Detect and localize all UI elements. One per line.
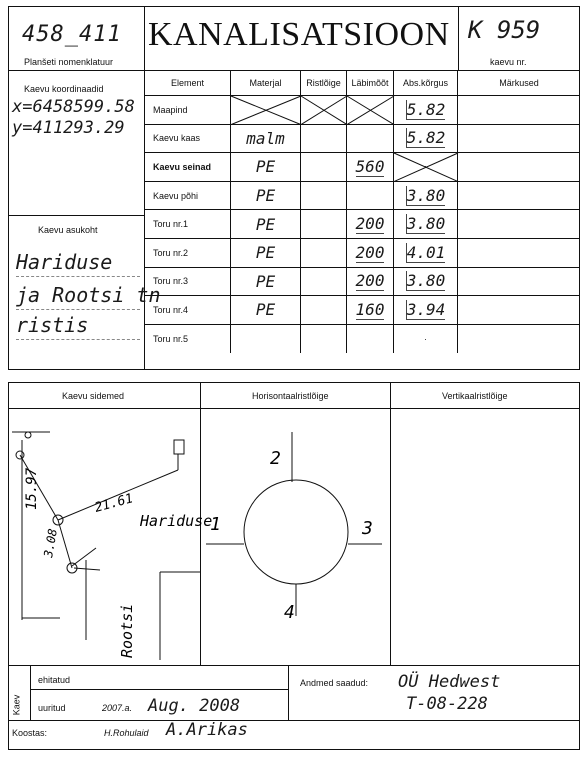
kaevu-nr-label: kaevu nr. — [490, 57, 527, 67]
coords-label: Kaevu koordinaadid — [24, 84, 104, 94]
sketch-dist-3: 3.08 — [41, 527, 60, 559]
location-line-3: ristis — [16, 313, 89, 337]
panel-sidemed-title: Kaevu sidemed — [62, 391, 125, 401]
table-value: 200 — [355, 214, 385, 234]
table-header-cell: Materjal — [231, 70, 301, 96]
panel-horisontaal-title: Horisontaalristlõige — [252, 391, 329, 401]
table-value: 3.80 — [406, 214, 446, 234]
table-row-label: Maapind — [145, 96, 231, 125]
location-label: Kaevu asukoht — [38, 225, 98, 235]
sketch-dist-1: 15.97 — [24, 467, 40, 510]
uuritud-printed: 2007.a. — [102, 703, 133, 713]
uuritud-value: Aug. 2008 — [148, 696, 241, 716]
table-value: 5.82 — [406, 99, 446, 119]
table-header-cell: Märkused — [458, 70, 580, 96]
kaev-divider — [30, 665, 31, 720]
planseti-label: Planšeti nomenklatuur — [24, 57, 114, 67]
table-row-label: Kaevu kaas — [145, 125, 231, 154]
table-row-label: Toru nr.1 — [145, 210, 231, 239]
uuritud-label: uuritud — [38, 703, 66, 713]
table-value: 5.82 — [406, 128, 446, 148]
coord-x: x=6458599.58 — [12, 97, 135, 117]
andmed-value-1: OÜ Hedwest — [398, 672, 501, 692]
table-value: 3.94 — [406, 299, 446, 319]
table-header-cell: Element — [145, 70, 231, 96]
table-value: malm — [246, 128, 285, 148]
koostas-value: A.Arikas — [166, 720, 248, 740]
table-value: PE — [255, 186, 276, 206]
table-value: 3.80 — [406, 185, 446, 205]
table-value: PE — [255, 243, 276, 263]
table-header-cell: Ristlõige — [301, 70, 347, 96]
table-header-cell: Läbimõõt — [347, 70, 394, 96]
location-line-1: Hariduse — [16, 250, 113, 274]
table-value: PE — [255, 300, 276, 320]
kaevu-nr-value: K 959 — [468, 16, 541, 44]
table-value: PE — [255, 214, 276, 234]
table-value: PE — [255, 157, 276, 177]
table-value: 200 — [355, 271, 385, 291]
koostas-printed: H.Rohulaid — [104, 728, 149, 738]
table-value: 160 — [355, 299, 385, 319]
pipe-label-2: 2 — [270, 448, 281, 469]
table-row-label: Kaevu seinad — [145, 153, 231, 182]
andmed-value-2: T-08-228 — [406, 694, 488, 714]
table-value: 200 — [355, 242, 385, 262]
location-line-2: ja Rootsi tn — [16, 283, 161, 307]
andmed-divider — [288, 665, 289, 720]
footer-bottom-line — [8, 720, 580, 721]
footer-mid-line — [30, 689, 288, 690]
pipe-label-4: 4 — [284, 602, 295, 623]
table-row-label: Toru nr.5 — [145, 325, 231, 354]
ehitatud-label: ehitatud — [38, 675, 71, 685]
table-header-cell: Abs.kõrgus — [394, 70, 458, 96]
table-row-label: Toru nr.2 — [145, 239, 231, 268]
table-value: PE — [255, 271, 276, 291]
sketch-dist-2: 21.61 — [93, 491, 135, 516]
footer-top-line — [8, 665, 580, 666]
table-row-label: Kaevu põhi — [145, 182, 231, 211]
table-row-label: Toru nr.4 — [145, 296, 231, 325]
sketch-street-2: Rootsi — [118, 603, 136, 658]
panel-vertikaal-title: Vertikaalristlõige — [442, 391, 508, 401]
pipe-label-1: 1 — [210, 514, 221, 535]
koostas-label: Koostas: — [12, 728, 48, 738]
table-value: 4.01 — [406, 242, 446, 262]
coord-y: y=411293.29 — [12, 118, 125, 138]
table-value: 3.80 — [406, 271, 446, 291]
sketch-street-1: Hariduse — [140, 512, 213, 530]
table-value: 560 — [355, 156, 385, 176]
andmed-label: Andmed saadud: — [300, 678, 369, 688]
table-row-label: Toru nr.3 — [145, 268, 231, 297]
planseti-value: 458_411 — [22, 22, 122, 47]
page-title: KANALISATSIOON — [148, 16, 450, 53]
kaev-label: Kaev — [11, 694, 22, 716]
pipe-label-3: 3 — [362, 518, 373, 539]
